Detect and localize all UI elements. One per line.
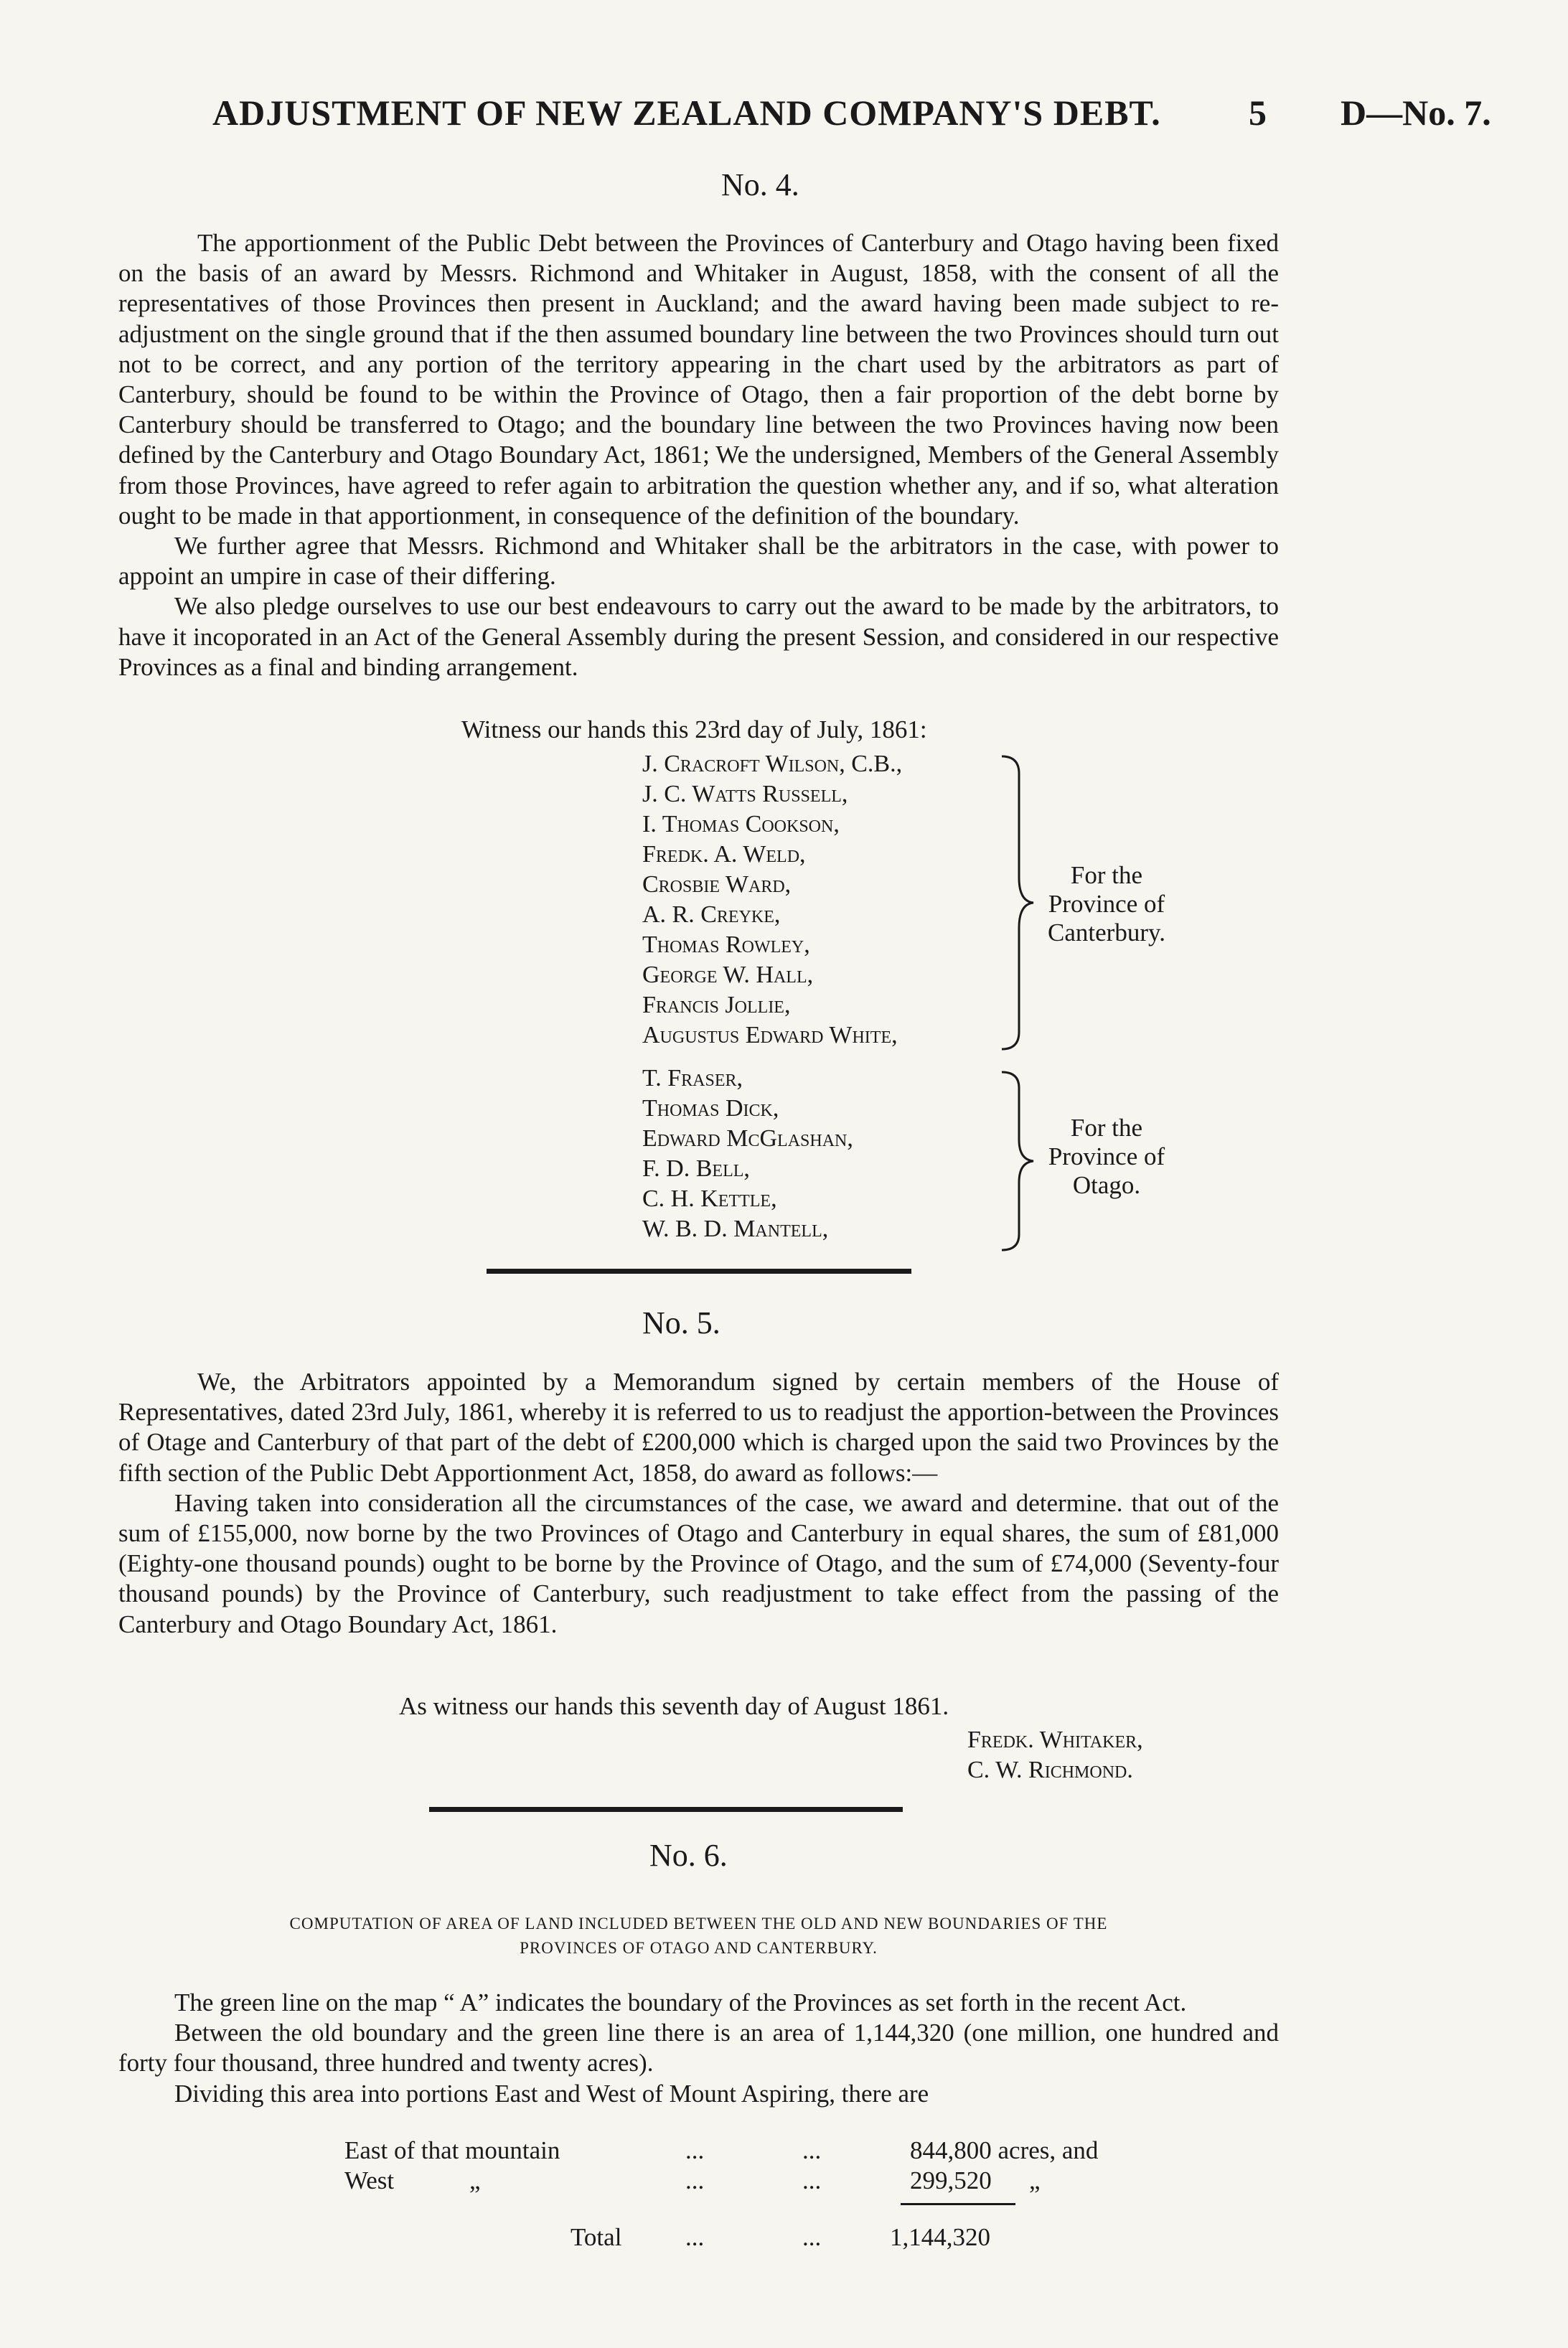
section-5-paragraph-2: Having taken into consideration all the circumstances of the case, we award and determine. that out of the sum of £155,000, now borne by the two Provinces of Otago and Canterbury in equal shares, the sum of £81,000 (Eighty-one thousand pounds) ought to be borne by the Province of Otago, and the sum of £74,000 (Seventy-four thousand pounds) by the Province of Canterbury, such readjustment to take effect from the passing of the Canterbury and Otago Boundary Act, 1861. — [118, 1488, 1279, 1638]
section-6-paragraph-1: The green line on the map “ A” indicates the boundary of the Provinces as set forth in the recent Act. — [174, 1988, 1187, 2016]
area-row-dots: ... — [685, 2136, 705, 2164]
signatory-name: J. C. Watts Russell, — [642, 781, 848, 807]
signatory-name: Francis Jollie, — [642, 992, 791, 1018]
section-4-witness-line: Witness our hands this 23rd day of July, 1861: — [461, 715, 927, 743]
otago-province-label: For the Province of Otago. — [1048, 1114, 1165, 1199]
signatory-name: I. Thomas Cookson, — [642, 811, 840, 837]
signatory-name: Fredk. Whitaker, — [967, 1727, 1143, 1753]
document-reference: D—No. 7. — [1341, 93, 1491, 133]
total-value: 1,144,320 — [890, 2223, 990, 2251]
area-row-label: West — [344, 2166, 395, 2194]
section-4-heading: No. 4. — [721, 167, 799, 202]
section-4-body — [118, 228, 1279, 682]
signatory-name: J. Cracroft Wilson, C.B., — [642, 751, 903, 777]
signatory-name: W. B. D. Mantell, — [642, 1216, 829, 1242]
area-row-ditto: „ — [469, 2166, 481, 2194]
area-row-label: East of that mountain — [344, 2136, 560, 2164]
signatory-name: C. W. Richmond. — [967, 1757, 1133, 1783]
area-row-value: 844,800 acres, and — [910, 2136, 1099, 2164]
otago-brace — [997, 1068, 1041, 1254]
total-label: Total — [571, 2223, 622, 2251]
total-rule — [901, 2203, 1015, 2205]
signatory-name: A. R. Creyke, — [642, 901, 781, 928]
section-4-paragraph-3: We also pledge ourselves to use our best endeavours to carry out the award to be made by the arbitrators, to have it incoporated in an Act of the General Assembly during the present Session, and considered in our respective Provinces as a final and binding arrangement. — [118, 592, 1279, 681]
total-dots: ... — [802, 2223, 822, 2251]
section-5-heading: No. 5. — [642, 1305, 720, 1340]
section-5-witness-line: As witness our hands this seventh day of August 1861. — [399, 1692, 949, 1720]
area-row-ditto: „ — [1029, 2166, 1041, 2194]
section-6-body — [118, 1988, 1279, 2109]
section-4-paragraph-1: The apportionment of the Public Debt between the Provinces of Canterbury and Otago having been fixed on the basis of an award by Messrs. Richmond and Whitaker in August, 1858, with the consent of all the representatives of those Provinces then present in Auckland; and the award having been made subject to re-adjustment on the single ground that if the then assumed boundary line between the two Provinces should turn out not to be correct, and any portion of the territory appearing in the chart used by the arbitrators as part of Canterbury, should be found to be within the Province of Otago, then a fair proportion of the debt borne by Canterbury should be transferred to Otago; and the boundary line between the two Provinces having now been defined by the Canterbury and Otago Boundary Act, 1861; We the undersigned, Members of the General Assembly from those Provinces, have agreed to refer again to arbitration the question whether any, and if so, what alteration ought to be made in that apportionment, in consequence of the definition of the boundary. — [118, 229, 1279, 530]
signatory-name: Crosbie Ward, — [642, 871, 792, 898]
signatory-name: T. Fraser, — [642, 1065, 743, 1091]
section-6-title: COMPUTATION OF AREA OF LAND INCLUDED BETWEEN THE OLD AND NEW BOUNDARIES OF THE PROVINCES OF OTAGO AND CANTERBURY. — [289, 1915, 1108, 1957]
section-divider — [487, 1269, 911, 1274]
canterbury-province-label: For the Province of Canterbury. — [1048, 861, 1165, 947]
signatory-name: Fredk. A. Weld, — [642, 841, 806, 868]
area-row-dots: ... — [685, 2166, 705, 2194]
section-6-paragraph-2: Between the old boundary and the green line there is an area of 1,144,320 (one million, one hundred and forty four thousand, three hundred and twenty acres). — [118, 2019, 1279, 2077]
signatory-name: F. D. Bell, — [642, 1155, 750, 1182]
section-5-paragraph-1: We, the Arbitrators appointed by a Memorandum signed by certain members of the House of Representatives, dated 23rd July, 1861, whereby it is referred to us to readjust the apportion-between the Provinces of Otage and Canterbury of that part of the debt of £200,000 which is charged upon the said two Provinces by the fifth section of the Public Debt Apportionment Act, 1858, do award as follows:— — [118, 1368, 1279, 1487]
canterbury-brace — [997, 752, 1041, 1053]
section-6-paragraph-3: Dividing this area into portions East and West of Mount Aspiring, there are — [174, 2079, 929, 2108]
signatory-name: George W. Hall, — [642, 962, 814, 988]
arbitrator-signatory-list — [967, 1725, 1143, 1785]
area-row-dots: ... — [802, 2166, 822, 2194]
section-divider — [429, 1807, 903, 1812]
page-number: 5 — [1249, 93, 1267, 133]
area-row-dots: ... — [802, 2136, 822, 2164]
total-dots: ... — [685, 2223, 705, 2251]
signatory-name: C. H. Kettle, — [642, 1185, 777, 1212]
otago-signatory-list — [642, 1063, 853, 1244]
section-5-body — [118, 1367, 1279, 1640]
section-6-heading: No. 6. — [649, 1838, 728, 1873]
area-row-value: 299,520 — [910, 2166, 992, 2194]
canterbury-signatory-list — [642, 749, 902, 1051]
running-header-title: ADJUSTMENT OF NEW ZEALAND COMPANY'S DEBT. — [212, 93, 1161, 133]
signatory-name: Thomas Rowley, — [642, 931, 810, 958]
signatory-name: Thomas Dick, — [642, 1095, 779, 1122]
section-4-paragraph-2: We further agree that Messrs. Richmond and Whitaker shall be the arbitrators in the case, with power to appoint an umpire in case of their differing. — [118, 532, 1279, 591]
signatory-name: Augustus Edward White, — [642, 1022, 898, 1048]
signatory-name: Edward McGlashan, — [642, 1125, 853, 1152]
